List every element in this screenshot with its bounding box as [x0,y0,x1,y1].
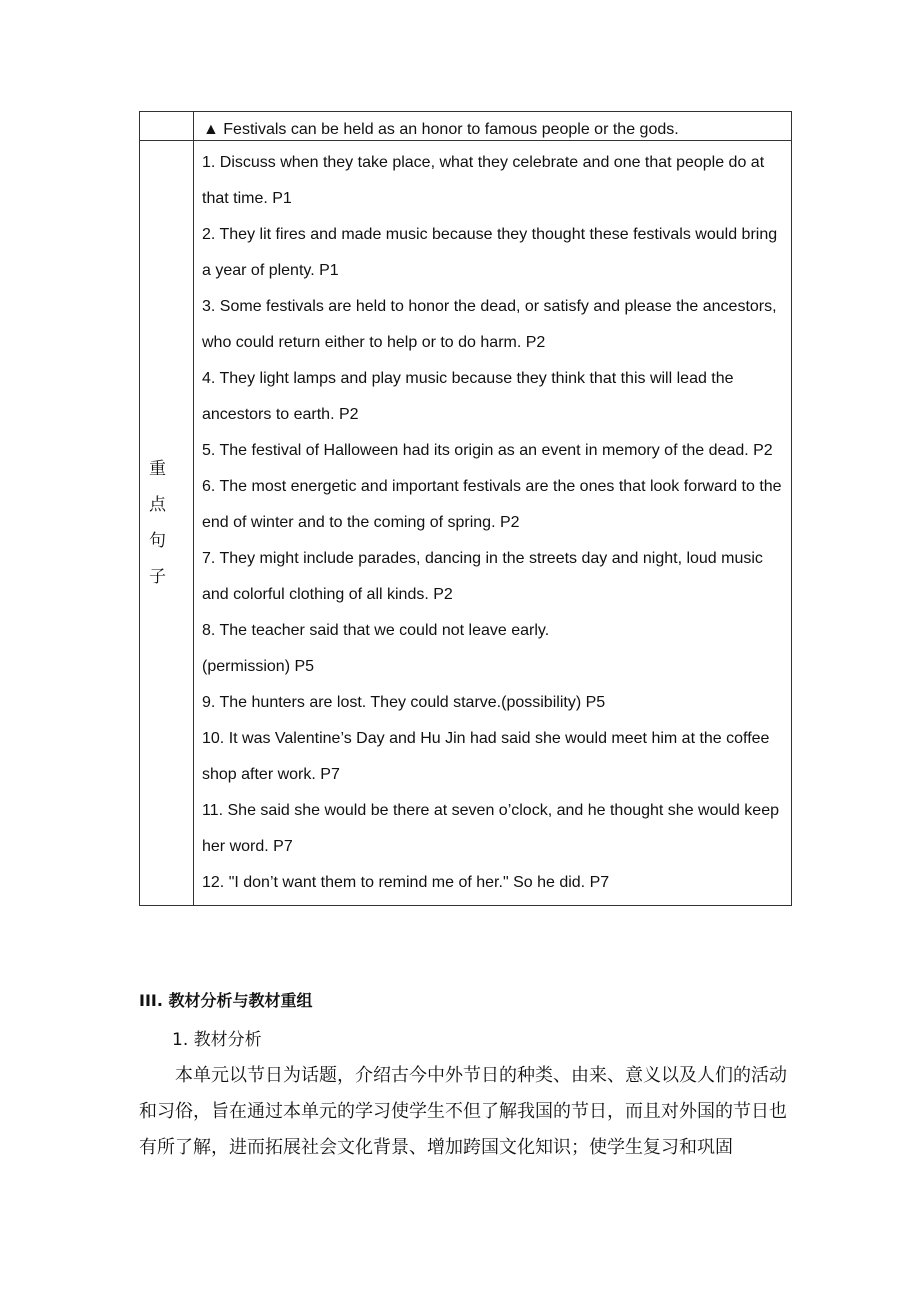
sentence-item: 6. The most energetic and important festivals are the ones that look forward to the end of winter and to the coming of spring. P2 [202,478,782,531]
sentence-item: 9. The hunters are lost. They could starve.(possibility) P5 [202,694,606,711]
key-sentences-row [140,141,792,906]
label-char: 点 [149,495,166,515]
label-char: 句 [149,531,166,551]
sentence-item: 7. They might include parades, dancing in the streets day and night, loud music and colorful clothing of all kinds. P2 [202,550,763,603]
analysis-paragraph: 本单元以节日为话题，介绍古今中外节日的种类、由来、意义以及人们的活动和习俗，旨在通过本单元的学习使学生不但了解我国的节日，而且对外国的节日也有所了解，进而拓展社会文化背景、增加跨国文化知识；使学生复习和巩固 [139,1065,787,1158]
key-sentences-label [140,451,193,595]
key-sentences-cell [194,141,792,906]
empty-label-cell [140,112,194,141]
subsection-heading: 1. 教材分析 [172,1030,262,1050]
festival-note-text: ▲ Festivals can be held as an honor to famous people or the gods. [203,121,679,138]
sentence-item: 1. Discuss when they take place, what they celebrate and one that people do at that time. P1 [202,154,765,207]
sentence-item: 4. They light lamps and play music because they think that this will lead the ancestors to earth. P2 [202,370,734,423]
key-sentences-table [139,111,792,906]
sentence-item: 11. She said she would be there at seven o’clock, and he thought she would keep her word. P7 [202,802,779,855]
section-heading: III. 教材分析与教材重组 [139,991,313,1010]
sentence-item: 10. It was Valentine’s Day and Hu Jin had said she would meet him at the coffee shop after work. P7 [202,730,770,783]
sentence-item: 12. "I don’t want them to remind me of her." So he did. P7 [202,874,610,891]
sentence-item: 2. They lit fires and made music because they thought these festivals would bring a year of plenty. P1 [202,226,778,279]
sentence-item: 8. The teacher said that we could not leave early. [202,622,550,639]
festival-note-cell [194,112,792,141]
festival-note-row [140,112,792,141]
sentence-item: (permission) P5 [202,658,315,675]
sentence-item: 5. The festival of Halloween had its origin as an event in memory of the dead. P2 [202,442,773,459]
sentence-item: 3. Some festivals are held to honor the dead, or satisfy and please the ancestors, who could return either to help or to do harm. P2 [202,298,777,351]
label-char: 子 [149,567,166,587]
sentence-list [194,141,791,905]
key-sentences-label-cell [140,141,194,906]
label-char: 重 [149,459,166,479]
